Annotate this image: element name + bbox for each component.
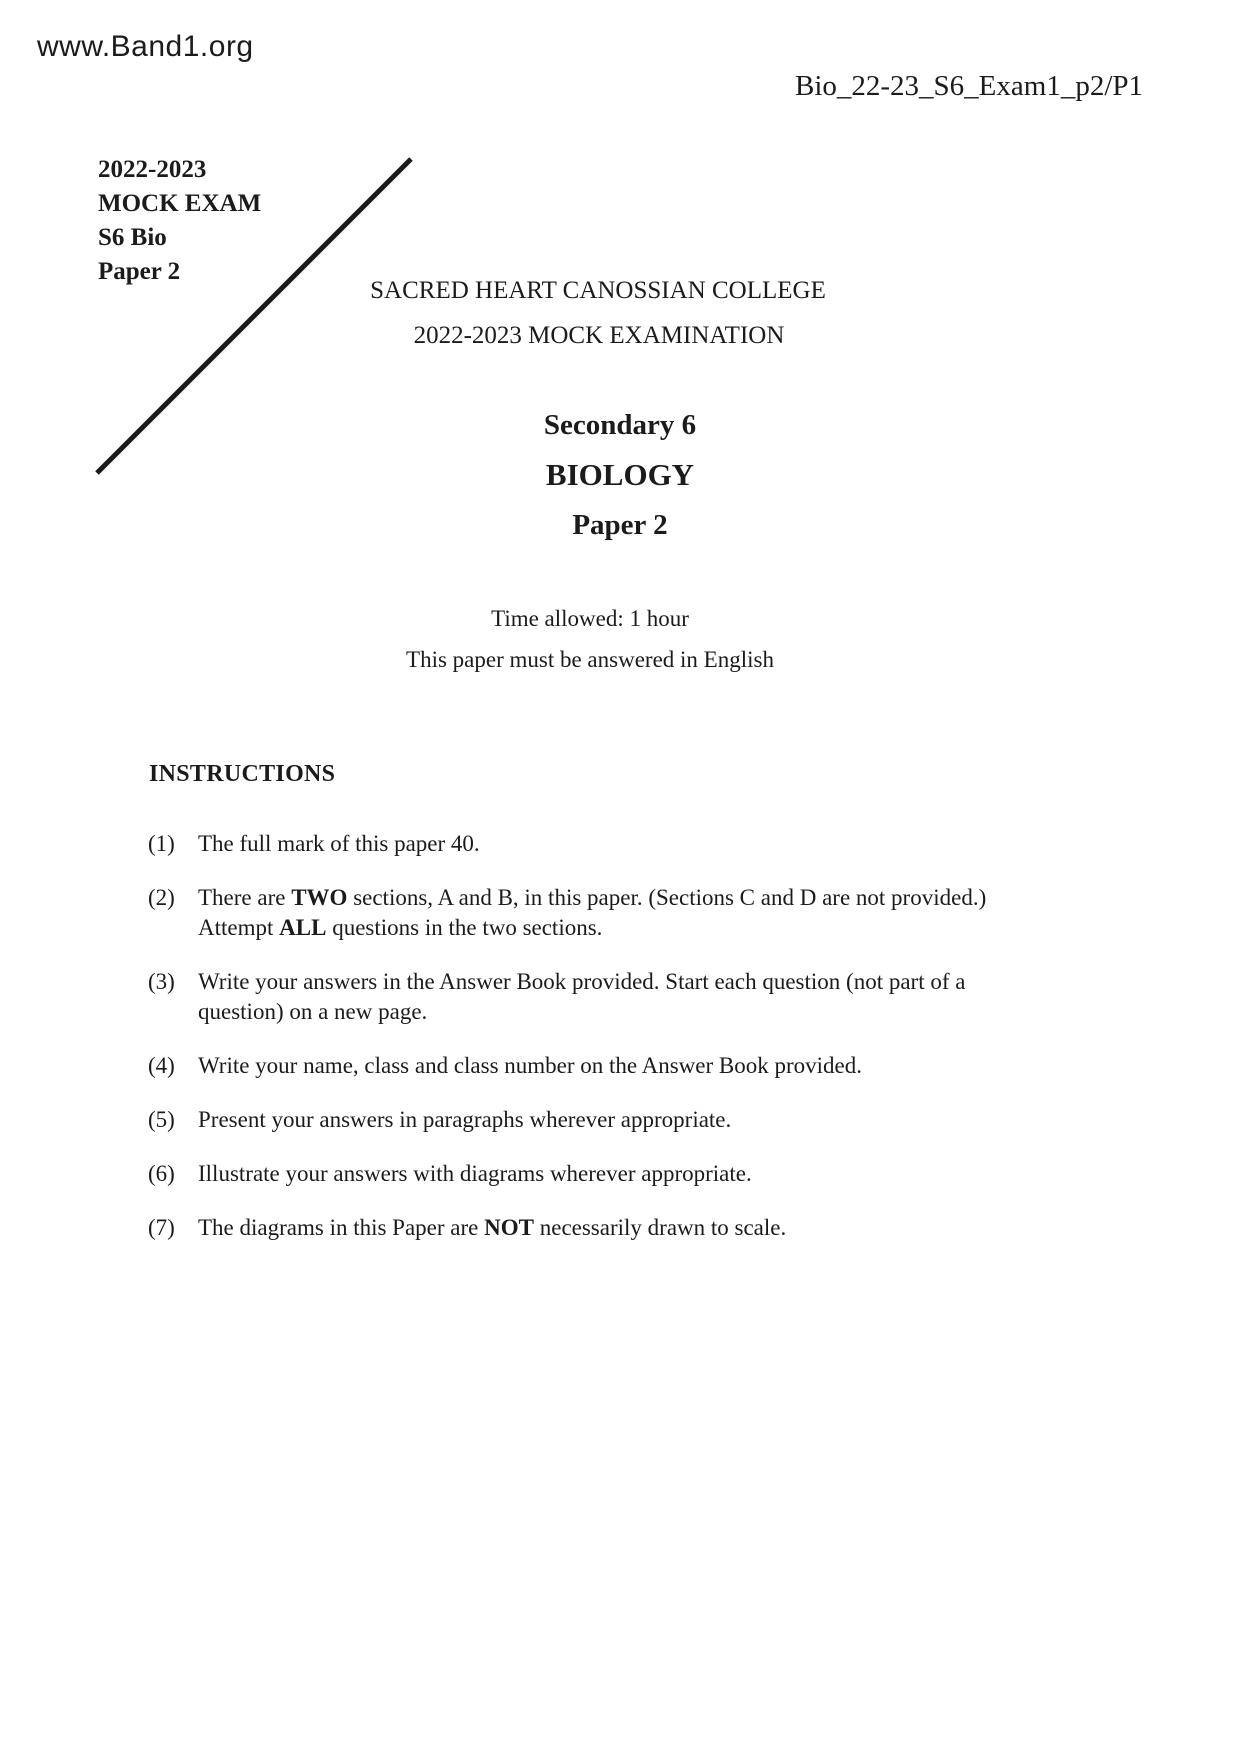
- instruction-number: (3): [148, 969, 175, 994]
- paper-title: Paper 2: [572, 509, 668, 541]
- instruction-number: (6): [148, 1161, 175, 1186]
- school-name: SACRED HEART CANOSSIAN COLLEGE: [370, 277, 826, 304]
- corner-info-year: 2022-2023: [98, 156, 207, 183]
- instructions-heading: INSTRUCTIONS: [149, 761, 336, 787]
- instruction-number: (7): [148, 1215, 175, 1240]
- instruction-number: (4): [148, 1053, 175, 1078]
- instruction-text: There are TWO sections, A and B, in this paper. (Sections C and D are not provided.) Attempt ALL questions in the two sections.: [198, 885, 987, 940]
- instruction-item: [148, 1105, 1098, 1135]
- corner-info-paper: Paper 2: [98, 258, 181, 285]
- instruction-text: Write your answers in the Answer Book provided. Start each question (not part of a question) on a new page.: [198, 969, 966, 1024]
- instruction-number: (2): [148, 885, 175, 910]
- instruction-text: Write your name, class and class number on the Answer Book provided.: [198, 1053, 863, 1078]
- paper-code: Bio_22-23_S6_Exam1_p2/P1: [794, 70, 1143, 102]
- instruction-text: Illustrate your answers with diagrams wherever appropriate.: [198, 1161, 752, 1186]
- instruction-item: [148, 883, 1098, 943]
- instruction-text: Present your answers in paragraphs wherever appropriate.: [198, 1107, 732, 1132]
- level-title: Secondary 6: [543, 409, 697, 441]
- instruction-item: [148, 1159, 1098, 1189]
- corner-info-exam: MOCK EXAM: [98, 190, 262, 217]
- corner-info-class: S6 Bio: [98, 224, 167, 251]
- instruction-item: [148, 1213, 1098, 1243]
- time-allowed: Time allowed: 1 hour: [491, 606, 689, 631]
- language-note: This paper must be answered in English: [406, 647, 774, 672]
- instruction-item: [148, 1051, 1098, 1081]
- instruction-text: The full mark of this paper 40.: [198, 831, 480, 856]
- instructions-list: [148, 829, 1098, 1267]
- instruction-number: (1): [148, 831, 175, 856]
- instruction-item: [148, 829, 1098, 859]
- instruction-text: The diagrams in this Paper are NOT necessarily drawn to scale.: [198, 1215, 787, 1240]
- watermark-site-label: www.Band1.org: [37, 30, 254, 63]
- instruction-item: [148, 967, 1098, 1027]
- exam-title: 2022-2023 MOCK EXAMINATION: [413, 322, 785, 349]
- subject-title: BIOLOGY: [545, 457, 695, 492]
- instruction-number: (5): [148, 1107, 175, 1132]
